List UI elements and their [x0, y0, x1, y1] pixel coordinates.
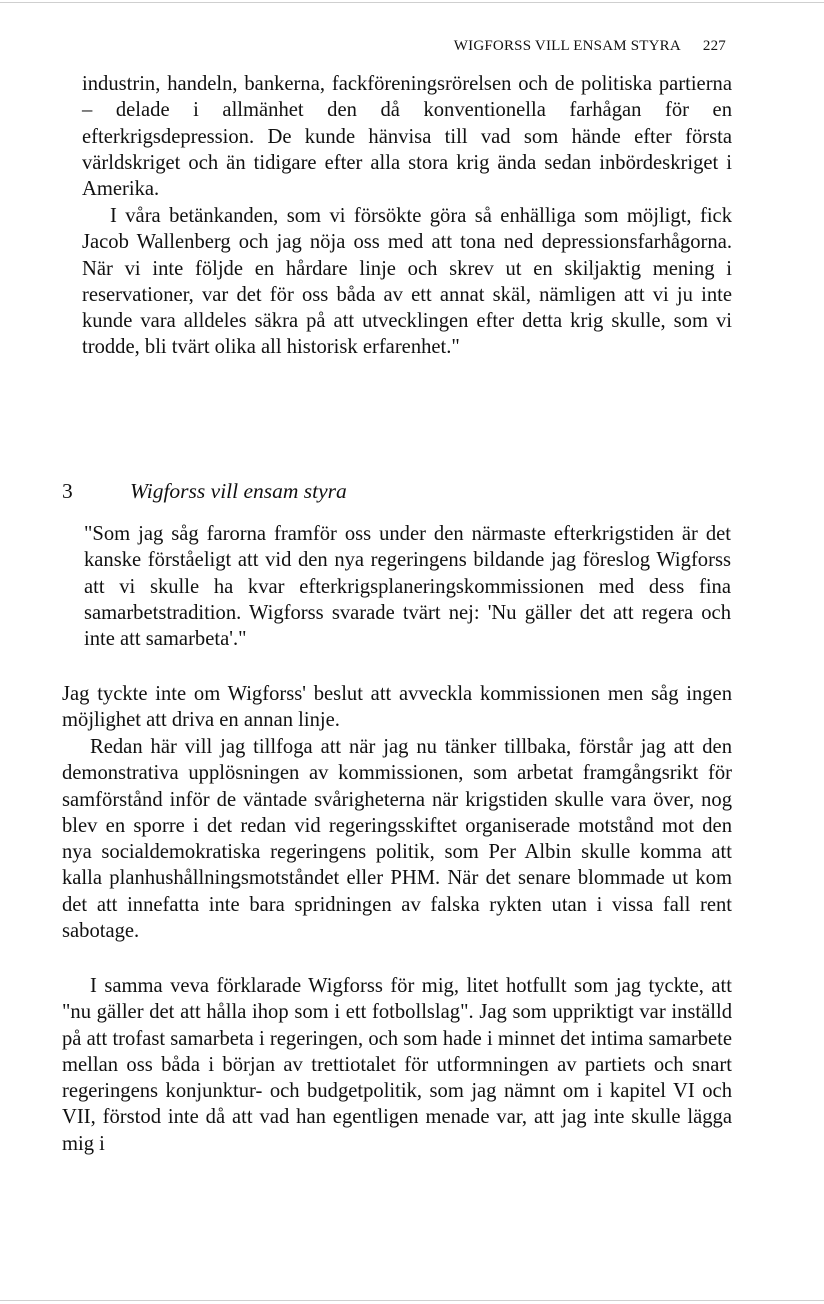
top-scan-edge: [0, 2, 824, 3]
body-paragraph: I samma veva förklarade Wigforss för mig, litet hotfullt som jag tyckte, att "nu gäller det att hålla ihop som i ett fotbollslag". Jag som uppriktigt var inställd på att trofast samarbeta i regeringen, och som hade i minnet det intima samarbete mellan oss båda i början av trettiotalet för utformningen av partiets och snart regeringens konjunktur- och budgetpolitik, som jag nämnt om i kapitel VI och VII, förstod inte då att vad han egentligen menade var, att jag inte skulle lägga mig i: [62, 975, 732, 1155]
body-paragraph: Redan här vill jag tillfoga att när jag nu tänker tillbaka, förstår jag att den demonstrativa upplösningen av kommissionen, som arbetat framgångsrikt för samförstånd inför de väntade svårigheterna när krigstiden skulle vara över, nog blev en sporre i det redan vid regeringsskiftet organiserade motstånd mot den nya socialdemokratiska regeringens politik, som Per Albin skulle komma att kalla planhushållningsmotståndet eller PHM. När det senare blommade ut kom det att innefatta inte bara spridningen av falska rykten utan i vissa fall rent sabotage.: [62, 736, 732, 943]
page-number: 227: [702, 38, 726, 54]
intro-paragraph-continued: industrin, handeln, bankerna, fackföreningsrörelsen och de politiska partierna – delade i allmänhet den då konventionella farhågan för en efterkrigsdepression. De kunde hänvisa till vad som hände efter första världskriget och än tidigare efter alla stora krig ända sedan inbördeskriget i Amerika.: [82, 73, 732, 201]
intro-paragraph: I våra betänkanden, som vi försökte göra så enhälliga som möjligt, fick Jacob Wallenberg och jag nöja oss med att tona ned depressionsfarhågorna. När vi inte följde en hårdare linje och skrev ut en skiljaktig mening i reservationer, var det för oss båda av ett annat skäl, nämligen att vi ju inte kunde vara alldeles säkra på att utvecklingen efter detta krig skulle, som vi trodde, bli tvärt olika all historisk erfarenhet.": [82, 205, 732, 359]
section-title: Wigforss vill ensam styra: [130, 479, 347, 503]
running-title: WIGFORSS VILL ENSAM STYRA: [453, 38, 681, 54]
block-quote: "Som jag såg farorna framför oss under den närmaste efterkrigstiden är det kanske förståeligt att vid den nya regeringens bildande jag föreslog Wigforss att vi skulle ha kvar efterkrigsplaneringskommissionen med dess fina samarbetstradition. Wigforss svarade tvärt nej: 'Nu gäller det att regera och inte att samarbeta'.": [84, 523, 731, 651]
body-paragraph: Jag tyckte inte om Wigforss' beslut att avveckla kommissionen men såg ingen möjlighet att driva en annan linje.: [62, 683, 732, 732]
section-number: 3: [62, 479, 73, 503]
section-heading: [62, 479, 347, 504]
running-header: [454, 38, 726, 55]
bottom-scan-edge: [0, 1300, 824, 1301]
